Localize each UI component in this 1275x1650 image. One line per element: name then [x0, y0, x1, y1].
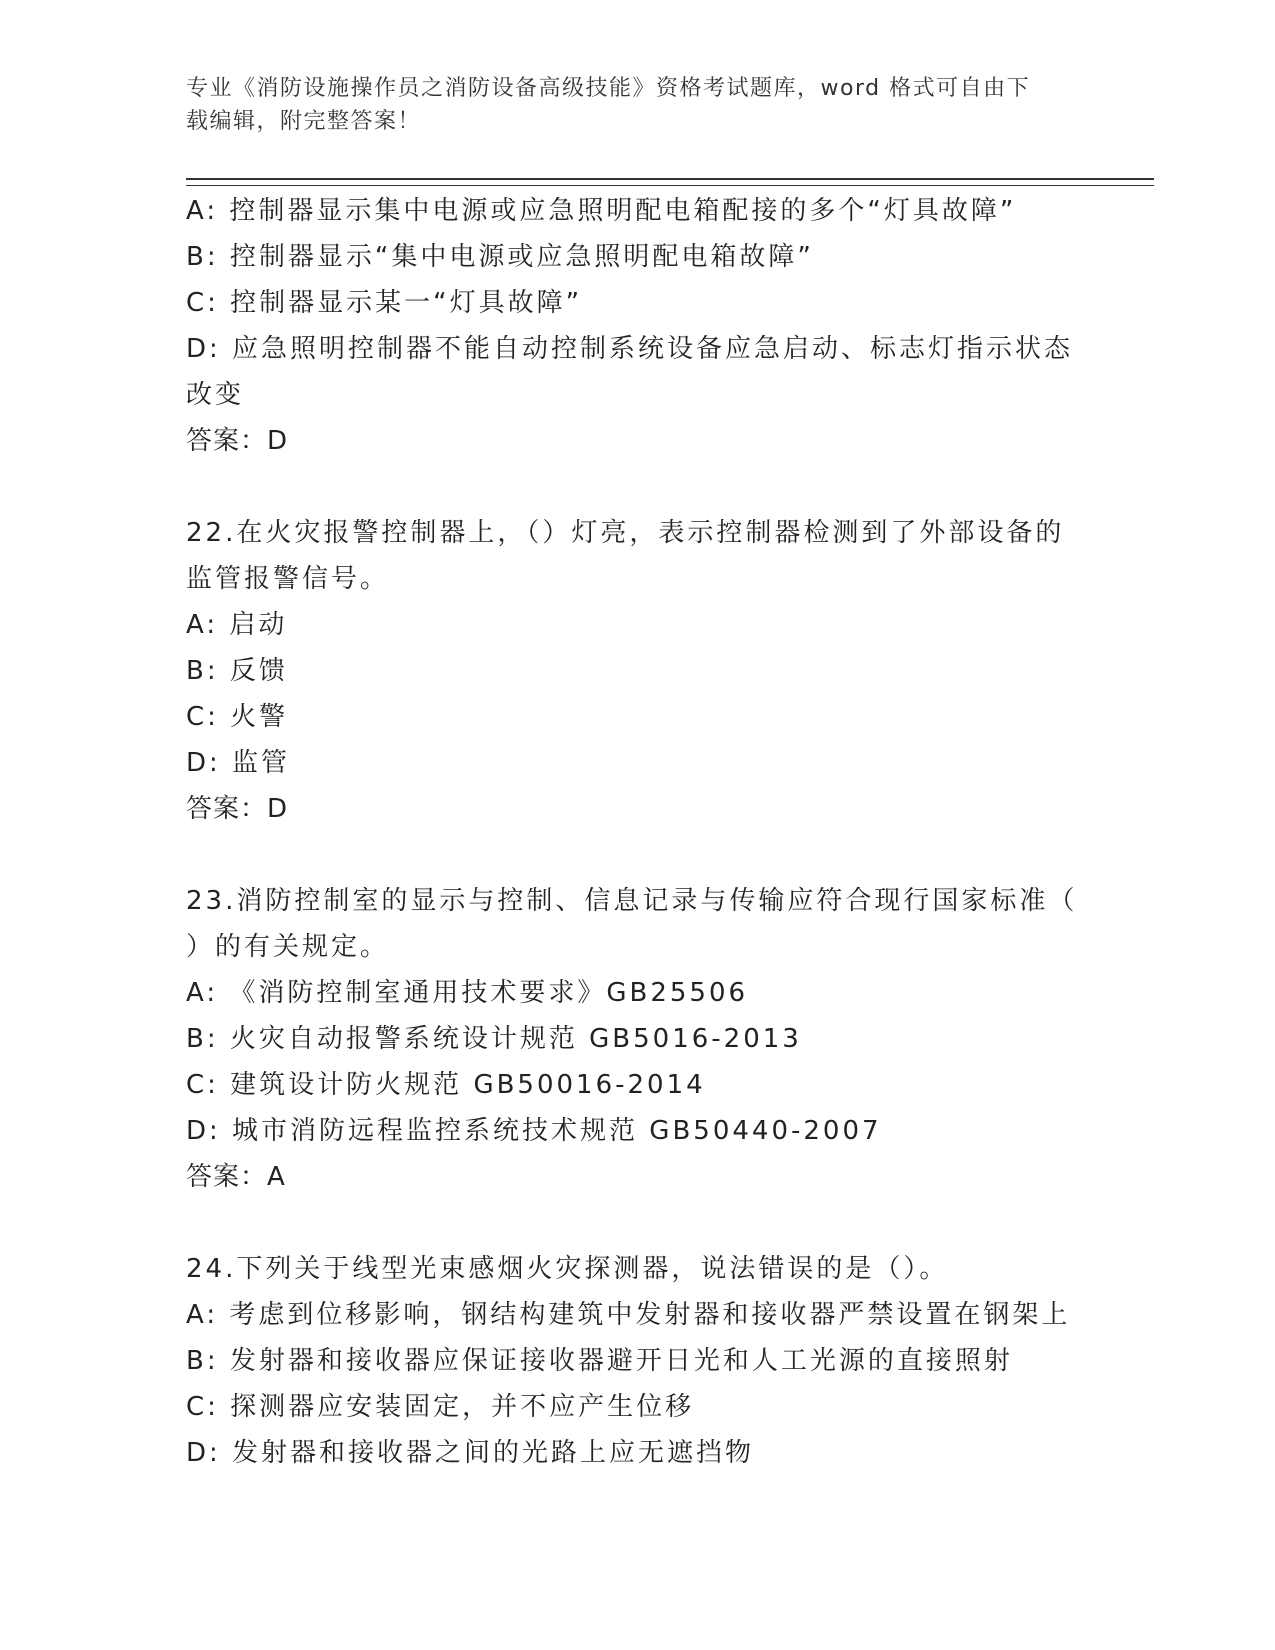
- q23-option-d: D: 城市消防远程监控系统技术规范 GB50440-2007: [186, 1116, 882, 1146]
- q24-option-d: D: 发射器和接收器之间的光路上应无遮挡物: [186, 1438, 755, 1468]
- q24-option-a: A: 考虑到位移影响，钢结构建筑中发射器和接收器严禁设置在钢架上: [186, 1300, 1071, 1330]
- q21-option-c: C: 控制器显示某一“灯具故障”: [186, 288, 583, 318]
- header-line-2: 载编辑，附完整答案！: [186, 109, 422, 134]
- question-23: [186, 878, 1086, 1200]
- q22-answer: 答案：D: [186, 794, 289, 824]
- header-line-1: 专业《消防设施操作员之消防设备高级技能》资格考试题库，word 格式可自由下: [186, 76, 1031, 101]
- q24-stem: 24.下列关于线型光束感烟火灾探测器，说法错误的是（）。: [186, 1254, 949, 1284]
- q22-option-b: B: 反馈: [186, 656, 288, 686]
- spacer: [186, 1200, 1086, 1246]
- document-header: [186, 72, 1066, 138]
- q22-stem: 22.在火灾报警控制器上，（）灯亮，表示控制器检测到了外部设备的: [186, 518, 1065, 548]
- q24-option-b: B: 发射器和接收器应保证接收器避开日光和人工光源的直接照射: [186, 1346, 1013, 1376]
- spacer: [186, 464, 1086, 510]
- q22-option-d: D: 监管: [186, 748, 291, 778]
- header-divider: [186, 178, 1154, 186]
- q23-answer: 答案：A: [186, 1162, 286, 1192]
- q21-answer: 答案：D: [186, 426, 289, 456]
- question-21: [186, 188, 1086, 464]
- question-list: [186, 188, 1086, 1476]
- q23-option-c: C: 建筑设计防火规范 GB50016-2014: [186, 1070, 706, 1100]
- q21-option-d: D: 应急照明控制器不能自动控制系统设备应急启动、标志灯指示状态: [186, 334, 1074, 364]
- question-22: [186, 510, 1086, 832]
- q21-option-a: A: 控制器显示集中电源或应急照明配电箱配接的多个“灯具故障”: [186, 196, 1017, 226]
- q21-option-d-continued: 改变: [186, 380, 245, 410]
- q23-stem: 23.消防控制室的显示与控制、信息记录与传输应符合现行国家标准（: [186, 886, 1078, 916]
- q22-option-a: A: 启动: [186, 610, 288, 640]
- q23-option-b: B: 火灾自动报警系统设计规范 GB5016-2013: [186, 1024, 802, 1054]
- q24-option-c: C: 探测器应安装固定，并不应产生位移: [186, 1392, 695, 1422]
- question-24: [186, 1246, 1086, 1476]
- q22-stem-continued: 监管报警信号。: [186, 564, 390, 594]
- q23-stem-continued: ）的有关规定。: [186, 932, 390, 962]
- q21-option-b: B: 控制器显示“集中电源或应急照明配电箱故障”: [186, 242, 814, 272]
- q23-option-a: A: 《消防控制室通用技术要求》GB25506: [186, 978, 749, 1008]
- q22-option-c: C: 火警: [186, 702, 289, 732]
- spacer: [186, 832, 1086, 878]
